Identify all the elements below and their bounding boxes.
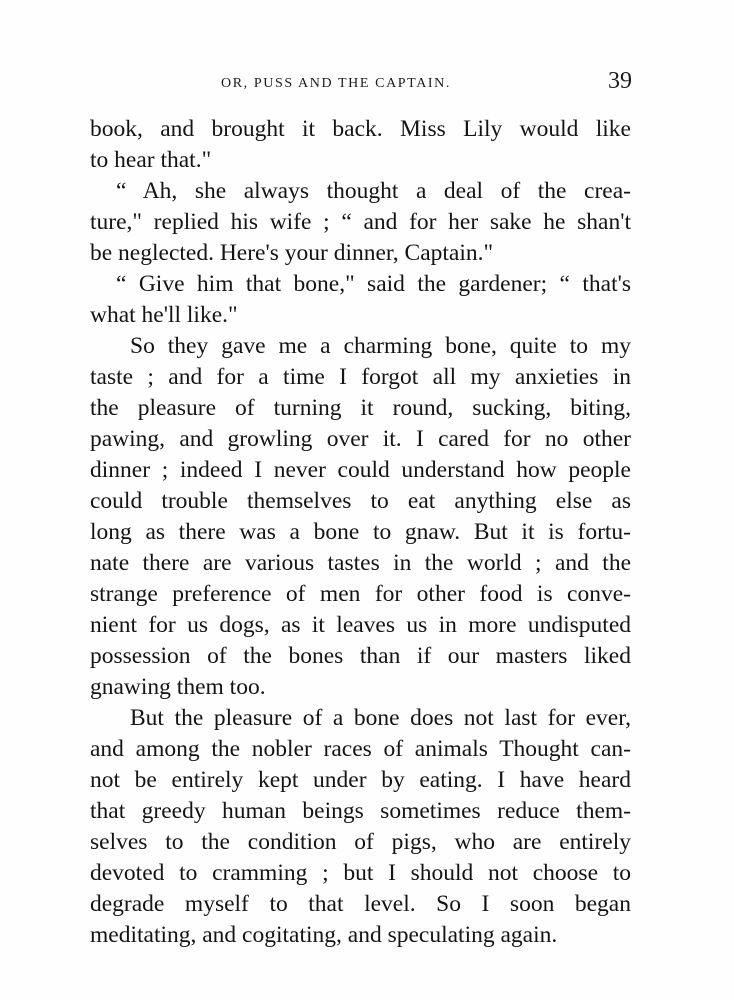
text-line: devoted to cramming ; but I should not choose to — [90, 860, 631, 886]
text-line: what he'll like." — [90, 302, 238, 328]
text-line: strange preference of men for other food is conve- — [90, 581, 631, 607]
text-line: selves to the condition of pigs, who are entirely — [90, 829, 631, 855]
text-line: could trouble themselves to eat anything else as — [90, 488, 631, 514]
text-line: degrade myself to that level. So I soon began — [90, 891, 631, 917]
text-line: and among the nobler races of animals Thought can- — [90, 736, 631, 762]
text-line: nient for us dogs, as it leaves us in more undisputed — [90, 612, 631, 638]
text-line: long as there was a bone to gnaw. But it is fortu- — [90, 519, 631, 545]
text-line: the pleasure of turning it round, sucking, biting, — [90, 395, 631, 421]
text-line: that greedy human beings sometimes reduce them- — [90, 798, 631, 824]
text-line: ture," replied his wife ; “ and for her sake he shan't — [90, 209, 631, 235]
page-number: 39 — [608, 68, 632, 94]
text-line: So they gave me a charming bone, quite to my — [130, 333, 631, 359]
text-line: pawing, and growling over it. I cared for no other — [90, 426, 631, 452]
text-line: meditating, and cogitating, and speculating again. — [90, 922, 558, 948]
text-line: not be entirely kept under by eating. I have heard — [90, 767, 631, 793]
text-line: But the pleasure of a bone does not last for ever, — [130, 705, 631, 731]
text-line: gnawing them too. — [90, 674, 266, 700]
text-line: dinner ; indeed I never could understand how people — [90, 457, 631, 483]
text-line: nate there are various tastes in the world ; and the — [90, 550, 631, 576]
text-line: taste ; and for a time I forgot all my anxieties in — [90, 364, 631, 390]
text-line: possession of the bones than if our masters liked — [90, 643, 631, 669]
page-header — [92, 66, 632, 96]
text-line: “ Ah, she always thought a deal of the crea- — [116, 178, 631, 204]
text-line: be neglected. Here's your dinner, Captain." — [90, 240, 494, 266]
body-text — [90, 114, 631, 951]
text-line: book, and brought it back. Miss Lily would like — [90, 116, 631, 142]
running-title: OR, PUSS AND THE CAPTAIN. — [221, 76, 451, 91]
text-line: “ Give him that bone," said the gardener; “ that's — [116, 271, 631, 297]
text-line: to hear that." — [90, 147, 212, 173]
